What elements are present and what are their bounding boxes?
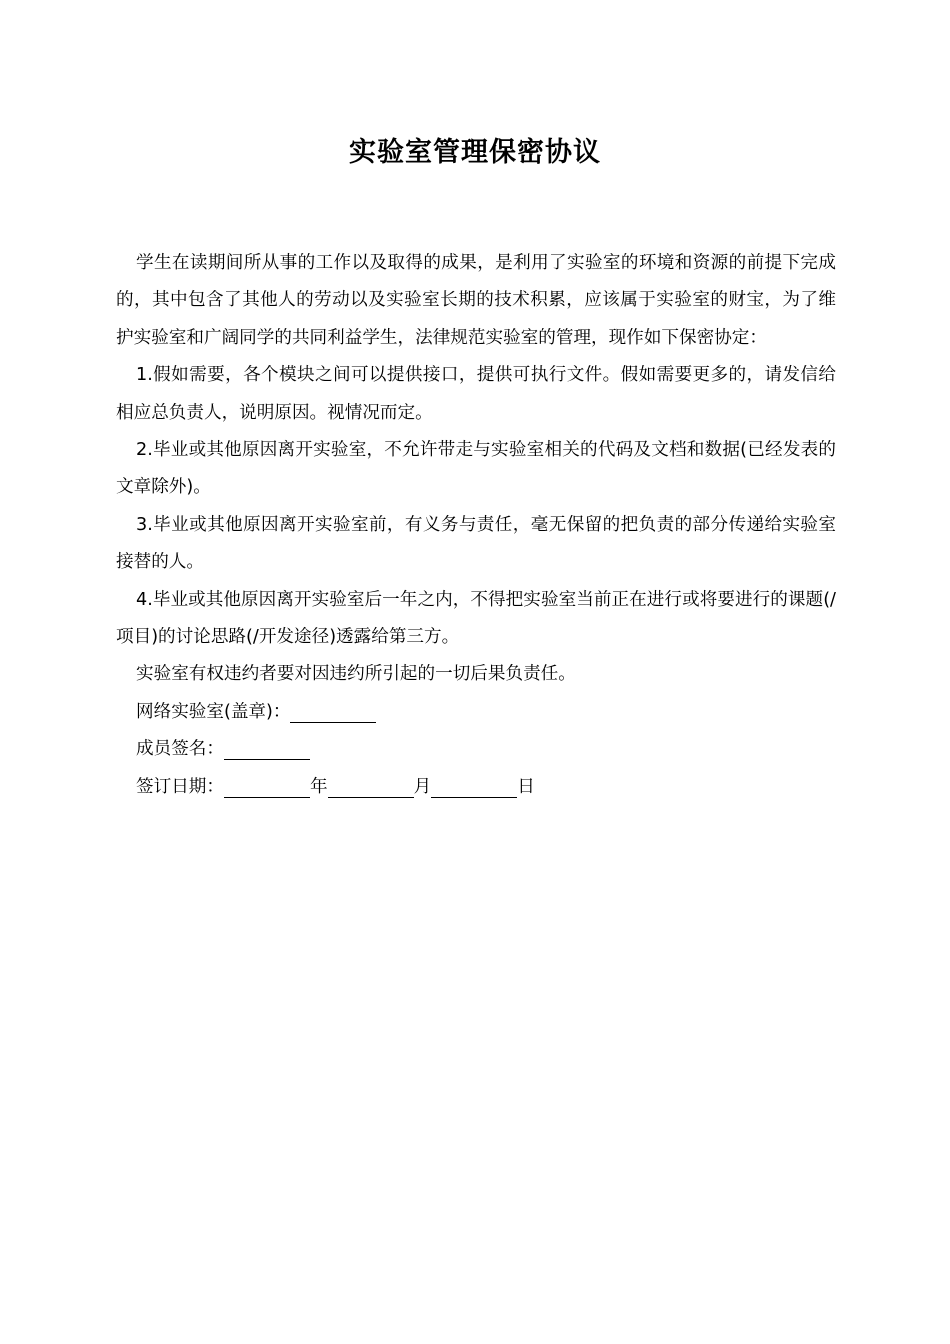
year-blank[interactable]	[224, 775, 310, 798]
clause-3: 3.毕业或其他原因离开实验室前，有义务与责任，毫无保留的把负责的部分传递给实验室接替的人。	[116, 514, 836, 573]
clause-2: 2.毕业或其他原因离开实验室，不允许带走与实验室相关的代码及文档和数据(已经发表的文章除外)。	[116, 440, 836, 498]
lab-seal-line	[116, 694, 836, 731]
lab-seal-blank[interactable]	[290, 700, 376, 723]
sign-date-label: 签订日期：	[136, 776, 224, 797]
clause-1: 1.假如需要，各个模块之间可以提供接口，提供可执行文件。假如需要更多的，请发信给相应总负责人，说明原因。视情况而定。	[116, 365, 836, 423]
clause-4: 4.毕业或其他原因离开实验室后一年之内，不得把实验室当前正在进行或将要进行的课题(/项目)的讨论思路(/开发途径)透露给第三方。	[116, 589, 836, 648]
lab-seal-label: 网络实验室(盖章)：	[136, 701, 291, 722]
document-title: 实验室管理保密协议	[349, 137, 601, 168]
year-label: 年	[309, 776, 328, 797]
intro-paragraph: 学生在读期间所从事的工作以及取得的成果，是利用了实验室的环境和资源的前提下完成的，其中包含了其他人的劳动以及实验室长期的技术积累，应该属于实验室的财宝，为了维护实验室和广阔同学的共同利益学生，法律规范实验室的管理，现作如下保密协定：	[116, 253, 836, 348]
day-label: 日	[517, 776, 535, 797]
document-body	[116, 245, 836, 806]
liability-paragraph: 实验室有权违约者要对因违约所引起的一切后果负责任。	[136, 664, 576, 685]
sign-date-line	[116, 769, 836, 806]
month-label: 月	[413, 776, 432, 797]
day-blank[interactable]	[431, 775, 517, 798]
month-blank[interactable]	[328, 775, 414, 798]
member-sign-blank[interactable]	[224, 737, 310, 760]
member-sign-label: 成员签名：	[136, 739, 224, 760]
member-sign-line	[116, 731, 836, 768]
